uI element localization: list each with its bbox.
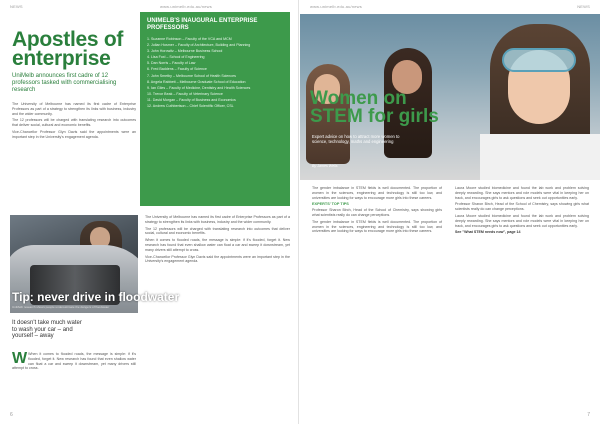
- list-item: 7. John Smetby – Melbourne School of Health Sciences: [147, 73, 236, 78]
- article-subtitle-women: Expert advice on how to attract more women to science, technology, maths and engineering: [312, 134, 400, 144]
- body-paragraph: Vice-Chancellor Professor Glyn Davis said the appointments were an important step in the University's engagement agenda.: [12, 129, 136, 139]
- body-paragraph: Vice-Chancellor Professor Glyn Davis said the appointments were an important step in the University's engagement agenda.: [145, 254, 290, 264]
- byline: By James Wells: [312, 164, 338, 168]
- left-header-url: www.unimelb.edu.au/news: [160, 4, 212, 9]
- drop-cap: W: [12, 350, 28, 367]
- list-item: 6. Fred Baddens – Faculty of Science: [147, 67, 207, 72]
- article-title-apostles: Apostles of enterprise: [12, 28, 124, 70]
- list-item: 8. Angela Rabbett – Melbourne Graduate School of Education: [147, 79, 246, 84]
- right-header-url: www.unimelb.edu.au/news: [310, 4, 362, 9]
- safety-goggles: [502, 48, 576, 72]
- body-paragraph: Laura Moore studied biomedicine and found the lab work and problem solving deeply rewarding. She says mentors and role models were vital in keeping her on track, and encourages girls to ask questions and seek out opportunities early.: [455, 186, 589, 200]
- article-body-women: [312, 186, 442, 236]
- professors-list-box: [140, 12, 290, 206]
- professors-box-title: UNIMELB'S INAUGURAL ENTERPRISE PROFESSORS: [147, 18, 258, 31]
- list-item: 2. Julian Hosmer – Faculty of Architecture, Building and Planning: [147, 43, 251, 48]
- body-paragraph: The University of Melbourne has named its first cadre of Enterprise Professors as part of a strategy to strengthen its links with business, industry and the wider community.: [12, 102, 136, 116]
- list-item: 4. Lisa Foxl – School of Engineering: [147, 55, 205, 60]
- right-header-section: NEWS: [577, 4, 590, 9]
- photo-caption: UniMelb research shows people underestimate the dangers of floodwater: [12, 305, 110, 309]
- section-subhead: EXPERTS' TOP TIPS: [312, 202, 349, 207]
- page-number-left: 6: [10, 412, 13, 418]
- professors-list: [147, 37, 283, 109]
- body-paragraph: When it comes to flooded roads, the message is simple: if it's flooded, forget it. New research has found that even shallow water can float a car and sweep it downstream, yet many drivers still attempt to cross.: [12, 352, 136, 371]
- list-item: 12. Andrew Cuthbertson – Chief Scientific Officer, CSL: [147, 104, 234, 109]
- body-paragraph: The 12 professors will be charged with translating research into outcomes that deliver social, cultural and economic benefits.: [145, 226, 290, 236]
- list-item: 9. Ian Giles – Faculty of Medicine, Dentistry and Health Sciences: [147, 85, 251, 90]
- see-more-link[interactable]: See "What STEM needs now", page 14: [455, 230, 521, 235]
- lab-coat: [480, 134, 600, 180]
- body-paragraph: Professor Sharon Birch, Head of the School of Chemistry, says showing girls what scientists really do can change perceptions.: [312, 208, 442, 217]
- list-item: 10. Trevor Beak – Faculty of Veterinary Science: [147, 91, 223, 96]
- article-title-tip: Tip: never drive in floodwater: [12, 290, 180, 304]
- list-item: 1. Suzanne Robinson – Faculty of the VCA and MCM: [147, 37, 232, 41]
- body-paragraph: When it comes to flooded roads, the message is simple: if it's flooded, forget it. New research has found that even shallow water can float a car and sweep it downstream, yet many drivers still attempt to cross.: [145, 238, 290, 252]
- article-lead-apostles: UniMelb announces first cadre of 12 professors tasked with commercialising research: [12, 73, 117, 93]
- article-body-tip: [12, 352, 136, 371]
- body-paragraph: Laura Moore studied biomedicine and found the lab work and problem solving deeply rewarding. She says mentors and role models were vital in keeping her on track, and encourages girls to ask questions and seek out opportunities early.: [455, 213, 589, 228]
- page-number-right: 7: [587, 412, 590, 418]
- list-item: 11. David Morgan – Faculty of Business and Economics: [147, 97, 236, 102]
- left-header-section: NEWS: [10, 4, 23, 9]
- list-item: 5. Dan Norris – Faculty of Law: [147, 61, 196, 66]
- article-lead-tip: It doesn't take much water to wash your car – and yourself – away: [12, 320, 82, 339]
- body-paragraph: The gender imbalance in STEM fields is well documented. The proportion of women in the sciences, engineering and technology is still too low, and universities are looking for ways to encourage more girls into these careers.: [312, 219, 442, 234]
- body-paragraph: Professor Sharon Birch, Head of the School of Chemistry, says showing girls what scientists really do can change perceptions.: [455, 202, 589, 212]
- list-item: 3. John Horowitz – Melbourne Business School: [147, 49, 223, 54]
- right-page: [300, 0, 600, 424]
- article-body-continued: [145, 215, 290, 266]
- article-body-apostles: [12, 102, 136, 142]
- left-page: [0, 0, 299, 424]
- body-paragraph: The gender imbalance in STEM fields is well documented. The proportion of women in the sciences, engineering and technology is still too low, and universities are looking for ways to encourage more girls into these careers.: [312, 186, 442, 200]
- article-body-women-col2: [455, 186, 589, 237]
- article-title-women: Women on STEM for girls: [310, 88, 439, 127]
- body-paragraph: The 12 professors will be charged with translating research into outcomes that deliver social, cultural and economic benefits.: [12, 118, 136, 128]
- body-paragraph: The University of Melbourne has named its first cadre of Enterprise Professors as part of a strategy to strengthen its links with business, industry and the wider community.: [145, 215, 290, 224]
